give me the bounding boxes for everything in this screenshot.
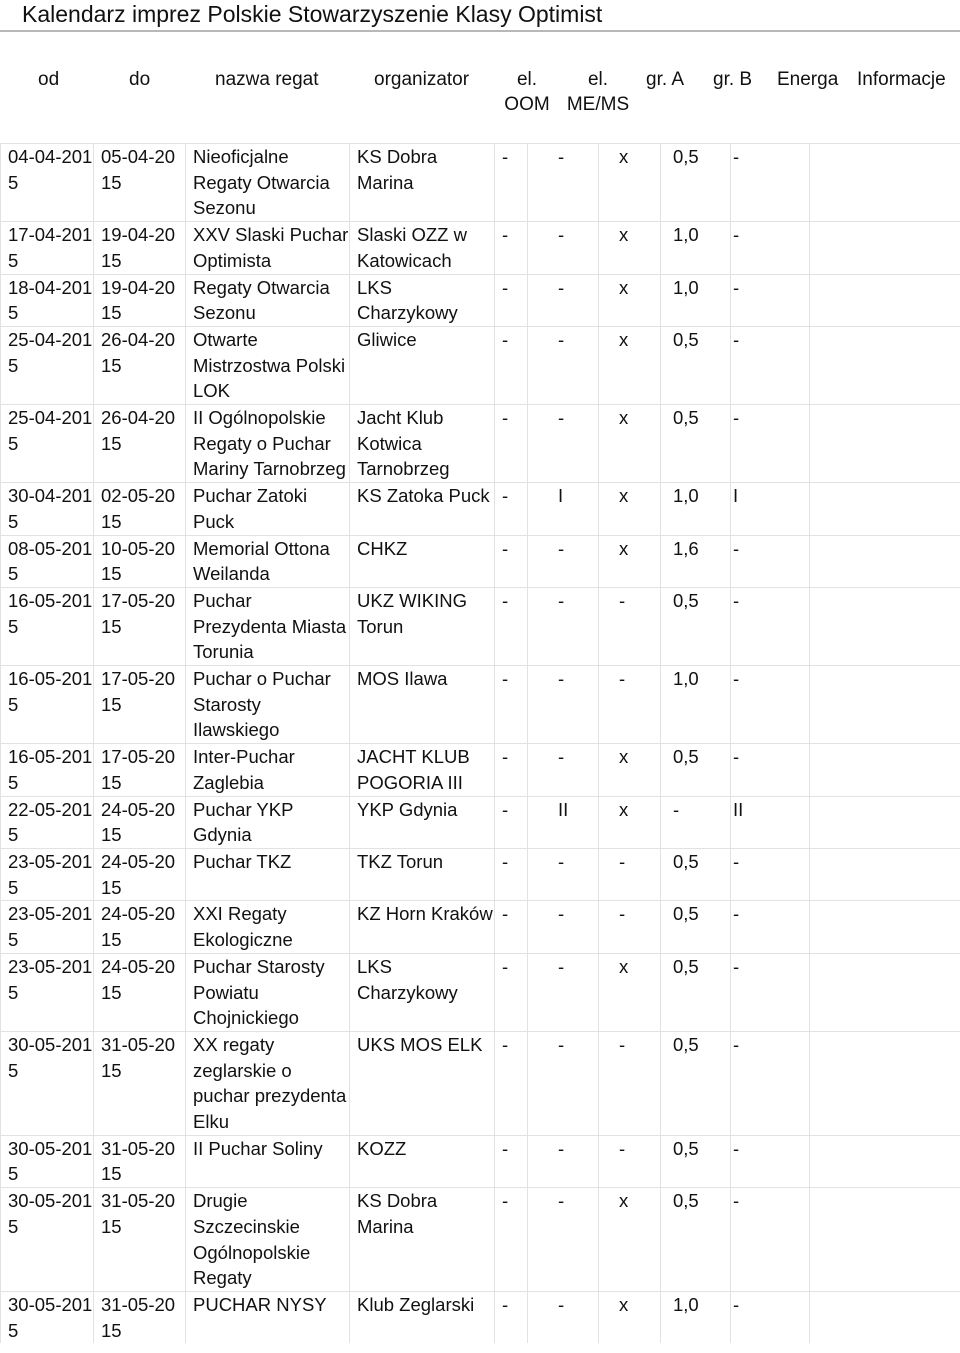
cell-organizator: CHKZ [350, 535, 495, 587]
cell-gr-b: 1,0 [661, 666, 731, 744]
cell-organizator: UKS MOS ELK [350, 1031, 495, 1135]
cell-energa: - [731, 405, 810, 483]
cell-energa: - [731, 144, 810, 222]
cell-nazwa-regat: Puchar Zatoki Puck [186, 483, 350, 535]
cell-informacje [810, 1188, 960, 1292]
cell-gr-a: x [599, 483, 661, 535]
cell-gr-b: 1,6 [661, 535, 731, 587]
cell-gr-a: - [599, 848, 661, 900]
cell-gr-b: 1,0 [661, 483, 731, 535]
cell-organizator: JACHT KLUB POGORIA III [350, 744, 495, 796]
table-row [1, 587, 960, 665]
cell-od: 16-05-2015 [1, 587, 94, 665]
table-row [1, 1135, 960, 1187]
cell-do: 17-05-2015 [94, 587, 186, 665]
cell-gr-b: 0,5 [661, 405, 731, 483]
cell-el-oom: - [495, 144, 528, 222]
cell-do: 31-05-2015 [94, 1135, 186, 1187]
cell-gr-a: - [599, 666, 661, 744]
cell-gr-b: 1,0 [661, 222, 731, 274]
cell-el-oom: - [495, 483, 528, 535]
cell-informacje [810, 1135, 960, 1187]
cell-do: 24-05-2015 [94, 796, 186, 848]
cell-energa: - [731, 222, 810, 274]
cell-el-me-ms: - [528, 144, 599, 222]
cell-organizator: KS Dobra Marina [350, 1188, 495, 1292]
cell-el-oom: - [495, 1291, 528, 1343]
cell-gr-a: x [599, 535, 661, 587]
cell-el-oom: - [495, 901, 528, 953]
cell-nazwa-regat: XXV Slaski Puchar Optimista [186, 222, 350, 274]
cell-gr-b: 0,5 [661, 1188, 731, 1292]
table-row [1, 483, 960, 535]
cell-od: 25-04-2015 [1, 326, 94, 404]
cell-nazwa-regat: Puchar Prezydenta Miasta Torunia [186, 587, 350, 665]
cell-gr-a: x [599, 1188, 661, 1292]
cell-energa: - [731, 953, 810, 1031]
cell-energa: - [731, 274, 810, 326]
cell-gr-b: 0,5 [661, 1031, 731, 1135]
cell-informacje [810, 1031, 960, 1135]
cell-od: 23-05-2015 [1, 953, 94, 1031]
cell-el-oom: - [495, 535, 528, 587]
cell-nazwa-regat: II Ogólnopolskie Regaty o Puchar Mariny Tarnobrzeg [186, 405, 350, 483]
table-row [1, 1291, 960, 1343]
cell-el-me-ms: - [528, 535, 599, 587]
cell-do: 19-04-2015 [94, 222, 186, 274]
cell-informacje [810, 222, 960, 274]
cell-organizator: MOS Ilawa [350, 666, 495, 744]
cell-el-oom: - [495, 1031, 528, 1135]
header-do: do [129, 69, 151, 90]
cell-el-oom: - [495, 744, 528, 796]
table-row [1, 405, 960, 483]
cell-gr-a: x [599, 222, 661, 274]
cell-do: 24-05-2015 [94, 901, 186, 953]
cell-informacje [810, 535, 960, 587]
header-informacje: Informacje [857, 69, 946, 90]
cell-organizator: Slaski OZZ w Katowicach [350, 222, 495, 274]
cell-gr-b: 0,5 [661, 144, 731, 222]
cell-energa: - [731, 535, 810, 587]
cell-nazwa-regat: XX regaty zeglarskie o puchar prezydenta Elku [186, 1031, 350, 1135]
cell-od: 16-05-2015 [1, 744, 94, 796]
table-row [1, 1188, 960, 1292]
cell-gr-b: 1,0 [661, 274, 731, 326]
cell-organizator: KOZZ [350, 1135, 495, 1187]
cell-do: 02-05-2015 [94, 483, 186, 535]
cell-do: 31-05-2015 [94, 1031, 186, 1135]
cell-gr-a: x [599, 274, 661, 326]
cell-gr-b: - [661, 796, 731, 848]
cell-od: 17-04-2015 [1, 222, 94, 274]
cell-el-me-ms: - [528, 848, 599, 900]
cell-nazwa-regat: Regaty Otwarcia Sezonu [186, 274, 350, 326]
cell-od: 30-05-2015 [1, 1291, 94, 1343]
cell-od: 30-04-2015 [1, 483, 94, 535]
cell-energa: - [731, 901, 810, 953]
cell-do: 17-05-2015 [94, 666, 186, 744]
cell-nazwa-regat: Puchar TKZ [186, 848, 350, 900]
cell-gr-a: - [599, 1135, 661, 1187]
cell-informacje [810, 326, 960, 404]
cell-el-oom: - [495, 326, 528, 404]
cell-organizator: LKS Charzykowy [350, 953, 495, 1031]
table-row [1, 953, 960, 1031]
cell-gr-b: 0,5 [661, 901, 731, 953]
cell-el-oom: - [495, 796, 528, 848]
cell-el-oom: - [495, 848, 528, 900]
cell-nazwa-regat: PUCHAR NYSY [186, 1291, 350, 1343]
cell-gr-a: - [599, 587, 661, 665]
header-od: od [38, 69, 60, 90]
table-row [1, 222, 960, 274]
header-energa: Energa [777, 69, 839, 90]
cell-od: 04-04-2015 [1, 144, 94, 222]
cell-od: 30-05-2015 [1, 1031, 94, 1135]
cell-od: 08-05-2015 [1, 535, 94, 587]
cell-el-oom: - [495, 1135, 528, 1187]
cell-od: 25-04-2015 [1, 405, 94, 483]
cell-od: 16-05-2015 [1, 666, 94, 744]
cell-gr-a: x [599, 1291, 661, 1343]
header-gr-b: gr. B [713, 69, 753, 90]
table-row [1, 326, 960, 404]
cell-gr-b: 0,5 [661, 1135, 731, 1187]
table-row [1, 744, 960, 796]
cell-informacje [810, 666, 960, 744]
cell-energa: I [731, 483, 810, 535]
cell-gr-a: x [599, 326, 661, 404]
cell-el-me-ms: - [528, 1135, 599, 1187]
cell-el-me-ms: - [528, 666, 599, 744]
cell-gr-a: x [599, 744, 661, 796]
cell-informacje [810, 405, 960, 483]
table-row [1, 848, 960, 900]
cell-el-oom: - [495, 666, 528, 744]
cell-organizator: TKZ Torun [350, 848, 495, 900]
cell-el-me-ms: - [528, 274, 599, 326]
cell-nazwa-regat: Inter-Puchar Zaglebia [186, 744, 350, 796]
cell-energa: - [731, 1135, 810, 1187]
cell-nazwa-regat: Puchar o Puchar Starosty Ilawskiego [186, 666, 350, 744]
cell-informacje [810, 587, 960, 665]
cell-el-oom: - [495, 405, 528, 483]
cell-informacje [810, 274, 960, 326]
page-title: Kalendarz imprez Polskie Stowarzyszenie Klasy Optimist [22, 1, 603, 27]
cell-od: 23-05-2015 [1, 901, 94, 953]
cell-gr-b: 1,0 [661, 1291, 731, 1343]
cell-energa: - [731, 1031, 810, 1135]
cell-gr-b: 0,5 [661, 587, 731, 665]
cell-do: 24-05-2015 [94, 953, 186, 1031]
cell-el-me-ms: - [528, 587, 599, 665]
cell-nazwa-regat: II Puchar Soliny [186, 1135, 350, 1187]
cell-gr-a: x [599, 405, 661, 483]
title-divider [0, 30, 960, 32]
cell-gr-b: 0,5 [661, 744, 731, 796]
cell-gr-a: x [599, 144, 661, 222]
table-row [1, 274, 960, 326]
cell-informacje [810, 796, 960, 848]
cell-informacje [810, 144, 960, 222]
cell-informacje [810, 953, 960, 1031]
cell-informacje [810, 848, 960, 900]
cell-organizator: LKS Charzykowy [350, 274, 495, 326]
table-row [1, 901, 960, 953]
cell-organizator: Gliwice [350, 326, 495, 404]
cell-informacje [810, 744, 960, 796]
cell-organizator: Klub Zeglarski [350, 1291, 495, 1343]
cell-od: 30-05-2015 [1, 1188, 94, 1292]
cell-od: 18-04-2015 [1, 274, 94, 326]
cell-do: 05-04-2015 [94, 144, 186, 222]
cell-do: 26-04-2015 [94, 405, 186, 483]
cell-od: 22-05-2015 [1, 796, 94, 848]
cell-do: 19-04-2015 [94, 274, 186, 326]
cell-energa: - [731, 326, 810, 404]
cell-organizator: YKP Gdynia [350, 796, 495, 848]
cell-nazwa-regat: Memorial Ottona Weilanda [186, 535, 350, 587]
cell-od: 30-05-2015 [1, 1135, 94, 1187]
table-row [1, 666, 960, 744]
cell-nazwa-regat: Nieoficjalne Regaty Otwarcia Sezonu [186, 144, 350, 222]
cell-gr-b: 0,5 [661, 953, 731, 1031]
cell-el-me-ms: - [528, 953, 599, 1031]
cell-energa: - [731, 1291, 810, 1343]
cell-el-me-ms: - [528, 1291, 599, 1343]
cell-gr-a: - [599, 1031, 661, 1135]
cell-nazwa-regat: Puchar YKP Gdynia [186, 796, 350, 848]
cell-energa: - [731, 1188, 810, 1292]
cell-informacje [810, 901, 960, 953]
cell-el-me-ms: - [528, 405, 599, 483]
cell-informacje [810, 1291, 960, 1343]
cell-el-oom: - [495, 953, 528, 1031]
cell-organizator: KS Dobra Marina [350, 144, 495, 222]
cell-el-me-ms: - [528, 1188, 599, 1292]
cell-el-me-ms: - [528, 744, 599, 796]
header-nazwa-regat: nazwa regat [215, 69, 319, 90]
cell-gr-a: - [599, 901, 661, 953]
cell-do: 17-05-2015 [94, 744, 186, 796]
cell-energa: - [731, 744, 810, 796]
cell-do: 31-05-2015 [94, 1291, 186, 1343]
cell-informacje [810, 483, 960, 535]
cell-nazwa-regat: XXI Regaty Ekologiczne [186, 901, 350, 953]
cell-el-me-ms: - [528, 1031, 599, 1135]
cell-do: 31-05-2015 [94, 1188, 186, 1292]
cell-nazwa-regat: Puchar Starosty Powiatu Chojnickiego [186, 953, 350, 1031]
cell-od: 23-05-2015 [1, 848, 94, 900]
table-row [1, 144, 960, 222]
cell-el-me-ms: - [528, 901, 599, 953]
cell-energa: - [731, 587, 810, 665]
cell-energa: - [731, 848, 810, 900]
table-header [0, 62, 960, 122]
cell-nazwa-regat: Drugie Szczecinskie Ogólnopolskie Regaty [186, 1188, 350, 1292]
cell-nazwa-regat: Otwarte Mistrzostwa Polski LOK [186, 326, 350, 404]
events-table [0, 143, 960, 1343]
cell-gr-a: x [599, 796, 661, 848]
cell-el-oom: - [495, 1188, 528, 1292]
cell-organizator: UKZ WIKING Torun [350, 587, 495, 665]
table-row [1, 1031, 960, 1135]
cell-organizator: KS Zatoka Puck [350, 483, 495, 535]
cell-el-me-ms: I [528, 483, 599, 535]
header-el-oom: el. OOM [504, 69, 550, 115]
cell-gr-b: 0,5 [661, 326, 731, 404]
cell-el-me-ms: II [528, 796, 599, 848]
cell-energa: - [731, 666, 810, 744]
cell-do: 24-05-2015 [94, 848, 186, 900]
table-row [1, 796, 960, 848]
table-row [1, 535, 960, 587]
cell-do: 10-05-2015 [94, 535, 186, 587]
cell-energa: II [731, 796, 810, 848]
cell-el-oom: - [495, 274, 528, 326]
cell-gr-b: 0,5 [661, 848, 731, 900]
cell-do: 26-04-2015 [94, 326, 186, 404]
cell-organizator: Jacht Klub Kotwica Tarnobrzeg [350, 405, 495, 483]
cell-gr-a: x [599, 953, 661, 1031]
cell-organizator: KZ Horn Kraków [350, 901, 495, 953]
header-gr-a: gr. A [646, 69, 685, 90]
header-organizator: organizator [374, 69, 470, 90]
cell-el-oom: - [495, 222, 528, 274]
cell-el-me-ms: - [528, 326, 599, 404]
cell-el-me-ms: - [528, 222, 599, 274]
header-el-me-ms: el. ME/MS [566, 69, 630, 115]
cell-el-oom: - [495, 587, 528, 665]
